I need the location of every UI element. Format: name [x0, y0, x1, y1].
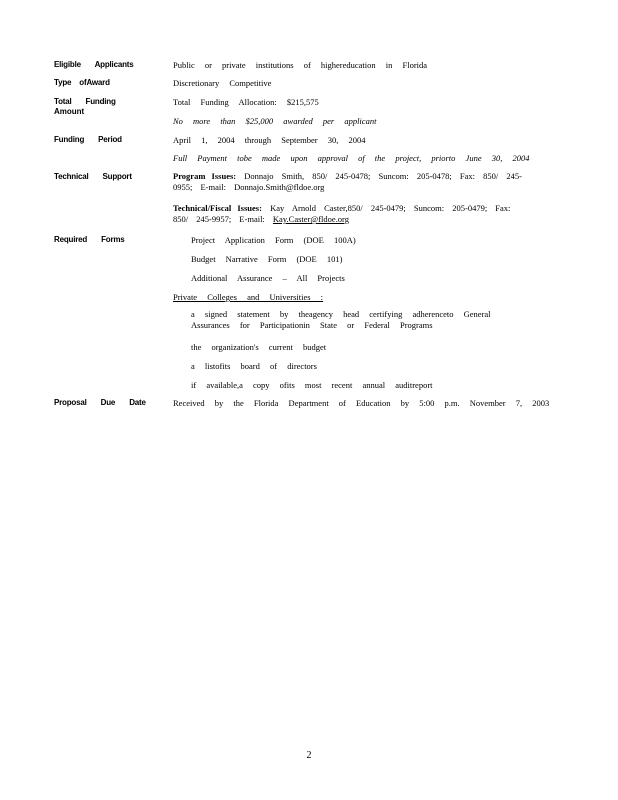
amount-label: Amount — [54, 107, 85, 116]
private-item: if available,a copy ofits most recent annual auditreport — [191, 380, 433, 390]
program-issues-block — [173, 171, 533, 193]
form-item: Project Application Form (DOE 100A) — [191, 235, 356, 245]
page-number: 2 — [306, 750, 312, 761]
eligible-applicants-value: Public or private institutions of highereducation in Florida — [173, 60, 428, 70]
total-funding-note: No more than $25,000 awarded per applicant — [173, 116, 377, 126]
funding-period-label: Funding Period — [54, 135, 122, 144]
private-colleges-heading: Private Colleges and Universities : — [173, 292, 324, 302]
funding-period-value: April 1, 2004 through September 30, 2004 — [173, 135, 366, 145]
proposal-due-date-value: Received by the Florida Department of Education by 5:00 p.m. November 7, 2003 — [173, 398, 550, 408]
technical-support-label: Technical Support — [54, 172, 132, 181]
fiscal-issues-label: Technical/Fiscal Issues: — [173, 203, 262, 213]
required-forms-label: Required Forms — [54, 235, 125, 244]
eligible-applicants-label: Eligible Applicants — [54, 60, 134, 69]
private-item: a signed statement by theagency head certifying adherenceto General Assurances for Participationin State or Federal Programs — [191, 309, 491, 330]
form-item: Budget Narrative Form (DOE 101) — [191, 254, 343, 264]
program-issues-text: Donnajo Smith, 850/ 245-0478; Suncom: 205-0478; Fax: 850/ 245-0955; E-mail: Donnajo.Smith@fldoe.org — [173, 171, 522, 192]
type-of-award-label: Type ofAward — [54, 78, 110, 87]
form-item: Additional Assurance – All Projects — [191, 273, 345, 283]
fiscal-issues-block — [173, 203, 533, 225]
private-item: a listofits board of directors — [191, 361, 317, 371]
fiscal-email-link[interactable]: Kay.Caster@fldoe.org — [272, 214, 349, 224]
funding-period-note: Full Payment tobe made upon approval of the project, priorto June 30, 2004 — [173, 153, 530, 163]
proposal-due-date-label: Proposal Due Date — [54, 398, 146, 407]
fiscal-issues-text: Kay Arnold Caster,850/ 245-0479; Suncom: 205-0479; Fax: 850/ 245-9957; E-mail: — [173, 203, 511, 224]
private-item: the organization's current budget — [191, 342, 327, 352]
program-issues-label: Program Issues: — [173, 171, 237, 181]
total-funding-value: Total Funding Allocation: $215,575 — [173, 97, 319, 107]
type-of-award-value: Discretionary Competitive — [173, 78, 272, 88]
total-funding-label: Total Funding — [54, 97, 116, 106]
